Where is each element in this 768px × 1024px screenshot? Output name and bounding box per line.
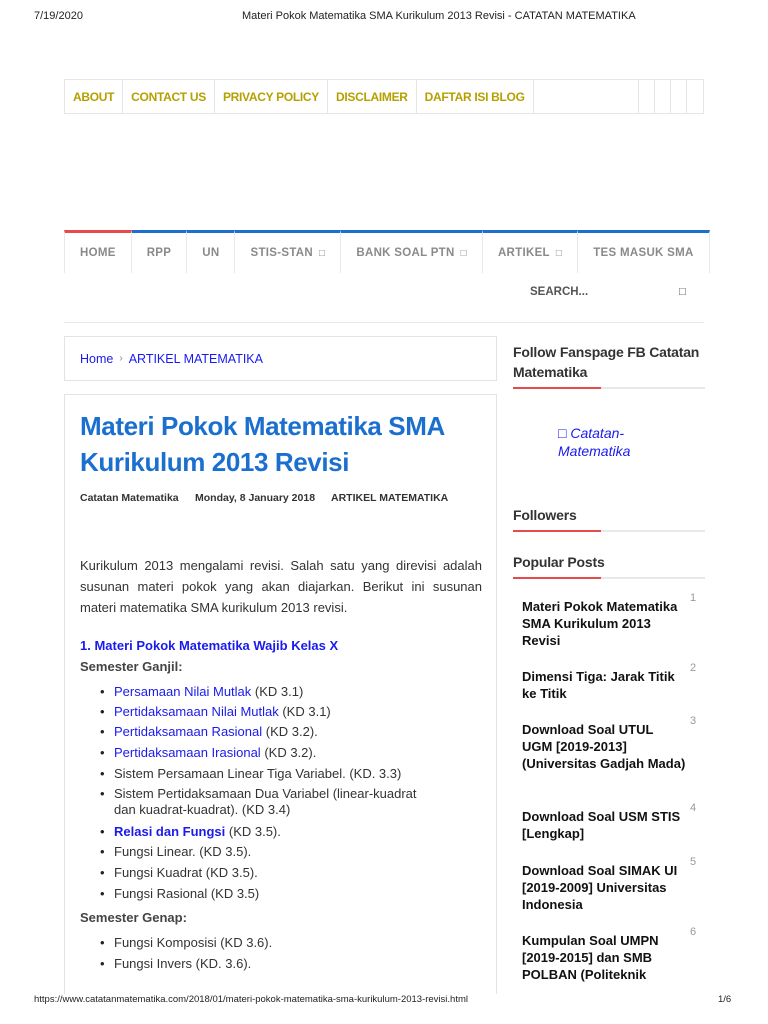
section-heading: 1. Materi Pokok Matematika Wajib Kelas X	[80, 638, 339, 653]
nav-divider	[64, 322, 704, 323]
popular-post-3[interactable]: Download Soal UTUL UGM [2019-2013] (Universitas Gadjah Mada)	[522, 722, 686, 771]
pages-bar-spacer	[534, 80, 639, 113]
nav-home[interactable]	[64, 230, 132, 273]
social-icon-4[interactable]	[687, 80, 703, 113]
list-item	[98, 844, 474, 860]
dropdown-icon: □	[460, 247, 467, 259]
post-title: Materi Pokok Matematika SMA Kurikulum 2013 Revisi	[80, 411, 444, 477]
list-item	[98, 865, 474, 881]
dropdown-icon: □	[555, 247, 563, 259]
list-item-text: (KD 3.1)	[278, 704, 331, 719]
breadcrumb-category[interactable]: ARTIKEL MATEMATIKA	[128, 351, 263, 366]
popular-post-number: 1	[690, 592, 697, 604]
list-item-text: Fungsi Rasional (KD 3.5)	[114, 886, 260, 901]
search-field[interactable]	[530, 286, 686, 298]
list-item-text: Fungsi Komposisi (KD 3.6).	[114, 935, 273, 950]
pages-item-daftar-isi-blog[interactable]: DAFTAR ISI BLOG	[417, 80, 534, 113]
list-item	[98, 935, 474, 951]
popular-post-4[interactable]: Download Soal USM STIS [Lengkap]	[522, 809, 681, 841]
post-intro: Kurikulum 2013 mengalami revisi. Salah satu yang direvisi adalah susunan materi pokok yang akan diajarkan. Berikut ini susunan materi matematika SMA kurikulum 2013 revisi.	[80, 558, 482, 615]
list-item	[98, 886, 474, 902]
post-author[interactable]: Catatan Matematika	[80, 492, 179, 504]
popular-post-2[interactable]: Dimensi Tiga: Jarak Titik ke Titik	[522, 669, 675, 701]
fb-page-label: Catatan-Matematika	[558, 425, 631, 459]
semester-genap-label: Semester Genap:	[80, 910, 187, 925]
list-item-text: Sistem Persamaan Linear Tiga Variabel. (KD. 3.3)	[114, 766, 402, 781]
search-placeholder: SEARCH...	[530, 286, 589, 298]
sidebar-heading-fanspage: Follow Fanspage FB Catatan Matematika	[513, 344, 700, 380]
nav-bank-soal-ptn-label: BANK SOAL PTN	[356, 247, 455, 259]
list-item-link[interactable]: Relasi dan Fungsi	[114, 824, 226, 839]
popular-post-number: 4	[690, 802, 697, 814]
print-url: https://www.catatanmatematika.com/2018/01/materi-pokok-matematika-sma-kurikulum-2013-revisi.html	[34, 994, 468, 1005]
breadcrumb-separator-icon: ›	[119, 353, 123, 364]
breadcrumb	[64, 336, 497, 381]
list-item-text: (KD 3.2).	[260, 745, 317, 760]
sidebar-heading-rule	[513, 387, 705, 389]
pages-item-privacy-policy[interactable]: PRIVACY POLICY	[215, 80, 328, 113]
main-nav	[64, 230, 710, 273]
nav-bank-soal-ptn[interactable]	[341, 230, 483, 273]
print-date: 7/19/2020	[34, 10, 83, 22]
facebook-icon: □	[558, 425, 567, 441]
pages-item-disclaimer[interactable]: DISCLAIMER	[328, 80, 417, 113]
social-icon-3[interactable]	[671, 80, 687, 113]
nav-stis-stan-label: STIS-STAN	[250, 247, 314, 259]
search-icon[interactable]: □	[679, 286, 686, 298]
nav-tes-masuk-sma[interactable]	[578, 230, 709, 273]
sidebar-heading-rule	[513, 577, 705, 579]
list-item-text: (KD 3.2).	[262, 724, 318, 739]
list-item	[98, 786, 434, 818]
list-item-link[interactable]: Persamaan Nilai Mutlak	[114, 684, 252, 699]
post-date: Monday, 8 January 2018	[195, 492, 316, 504]
print-title: Materi Pokok Matematika SMA Kurikulum 2013 Revisi - CATATAN MATEMATIKA	[242, 10, 636, 22]
nav-rpp-label: RPP	[146, 247, 172, 259]
list-item	[98, 824, 474, 840]
dropdown-icon: □	[319, 247, 326, 259]
list-item	[98, 724, 474, 740]
list-item-text: Sistem Pertidaksamaan Dua Variabel (linear-kuadrat dan kuadrat-kuadrat). (KD 3.4)	[114, 786, 417, 817]
nav-tes-masuk-sma-label: TES MASUK SMA	[593, 247, 694, 259]
semester-ganjil-label: Semester Ganjil:	[80, 659, 183, 674]
nav-artikel[interactable]	[483, 230, 578, 273]
breadcrumb-home[interactable]: Home	[80, 351, 114, 366]
post-category[interactable]: ARTIKEL MATEMATIKA	[331, 492, 449, 504]
list-item-link[interactable]: Pertidaksamaan Rasional	[114, 724, 263, 739]
list-item	[98, 704, 474, 720]
nav-artikel-label: ARTIKEL	[497, 247, 550, 259]
nav-stis-stan[interactable]	[235, 230, 341, 273]
list-item	[98, 956, 474, 972]
list-item-text: Fungsi Linear. (KD 3.5).	[114, 844, 252, 859]
list-item-link[interactable]: Pertidaksamaan Irasional	[114, 745, 261, 760]
pages-menu	[64, 79, 704, 114]
sidebar-heading-popular: Popular Posts	[513, 554, 605, 570]
list-item-text: (KD 3.1)	[251, 684, 304, 699]
list-item-link[interactable]: Pertidaksamaan Nilai Mutlak	[114, 704, 279, 719]
sidebar-heading-followers: Followers	[513, 507, 577, 523]
popular-post-5[interactable]: Download Soal SIMAK UI [2019-2009] Universitas Indonesia	[522, 863, 678, 912]
social-icon-1[interactable]	[639, 80, 655, 113]
print-page-number: 1/6	[718, 994, 732, 1005]
popular-post-number: 6	[690, 926, 697, 938]
popular-post-number: 5	[690, 856, 697, 868]
list-item	[98, 684, 474, 700]
fb-page-link[interactable]	[558, 424, 678, 460]
sidebar-heading-rule	[513, 530, 705, 532]
list-item-text: (KD 3.5).	[225, 824, 281, 839]
nav-rpp[interactable]	[132, 230, 188, 273]
nav-un[interactable]	[187, 230, 235, 273]
popular-post-number: 3	[690, 715, 697, 727]
list-item	[98, 745, 474, 761]
popular-post-number: 2	[690, 662, 697, 674]
pages-item-contact-us[interactable]: CONTACT US	[123, 80, 215, 113]
popular-post-1[interactable]: Materi Pokok Matematika SMA Kurikulum 2013 Revisi	[522, 599, 678, 648]
list-item	[98, 766, 474, 782]
pages-item-about[interactable]: ABOUT	[65, 80, 123, 113]
nav-un-label: UN	[202, 247, 220, 259]
nav-home-label: HOME	[80, 247, 116, 259]
list-item-text: Fungsi Invers (KD. 3.6).	[114, 956, 252, 971]
list-item-text: Fungsi Kuadrat (KD 3.5).	[114, 865, 258, 880]
popular-post-6[interactable]: Kumpulan Soal UMPN [2019-2015] dan SMB POLBAN (Politeknik	[522, 933, 659, 982]
social-icon-2[interactable]	[655, 80, 671, 113]
